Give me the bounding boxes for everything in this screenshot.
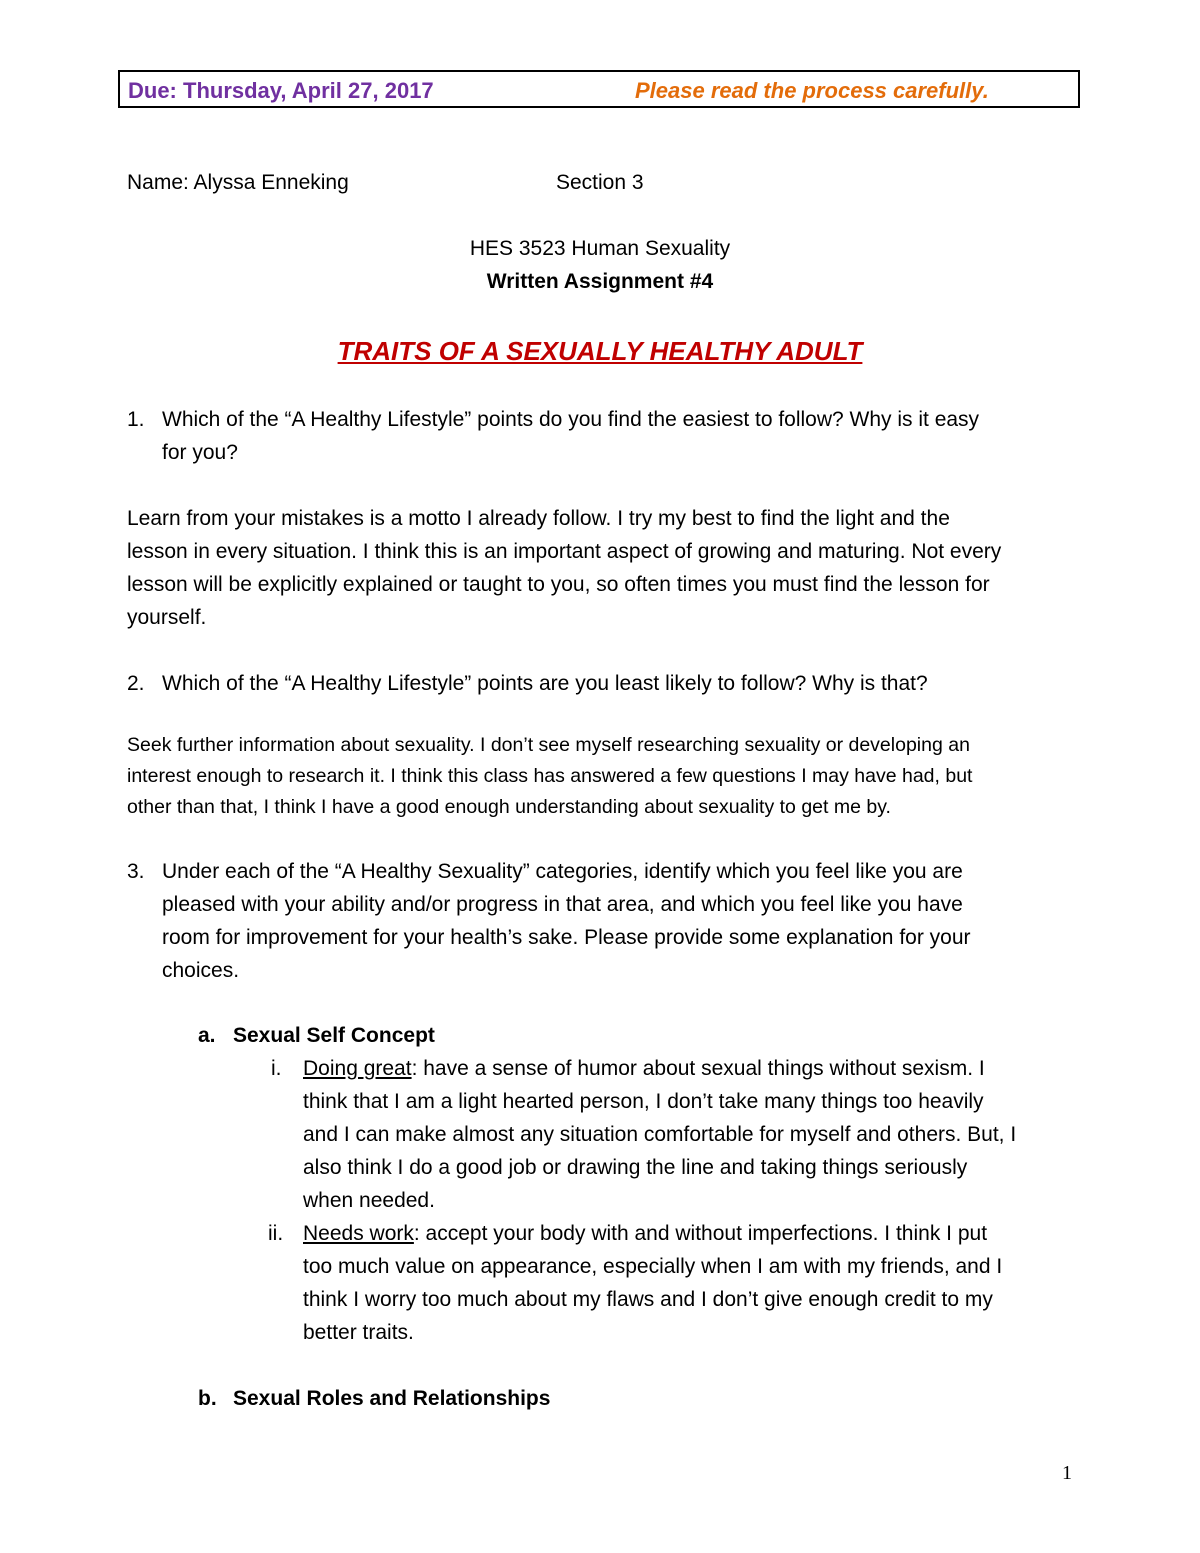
q2-answer-line: Seek further information about sexuality. I don’t see myself researching sexuality or developing an: [127, 734, 970, 756]
item-ii-line: too much value on appearance, especially when I am with my friends, and I: [303, 1255, 1003, 1278]
q2-answer-line: interest enough to research it. I think this class has answered a few questions I may have had, but: [127, 765, 973, 787]
section-b-title: Sexual Roles and Relationships: [233, 1387, 551, 1410]
due-banner: [118, 70, 1080, 108]
q1-line-2: for you?: [162, 441, 238, 464]
item-ii-first-line: [303, 1217, 987, 1250]
q3-line: choices.: [162, 959, 240, 982]
item-ii-first-text: : accept your body with and without imperfections. I think I put: [413, 1222, 988, 1245]
item-i-line: and I can make almost any situation comfortable for myself and others. But, I: [303, 1123, 1017, 1146]
q1-line-1: Which of the “A Healthy Lifestyle” points do you find the easiest to follow? Why is it easy: [162, 408, 980, 431]
q2-line-1: Which of the “A Healthy Lifestyle” points are you least likely to follow? Why is that?: [162, 672, 928, 695]
student-name: Name: Alyssa Enneking: [127, 171, 349, 194]
process-note: Please read the process carefully.: [635, 78, 989, 103]
item-i-line: when needed.: [303, 1189, 435, 1212]
doing-great-label: Doing great: [303, 1057, 412, 1080]
needs-work-label: Needs work: [303, 1222, 414, 1245]
q3-line: Under each of the “A Healthy Sexuality” categories, identify which you feel like you are: [162, 860, 963, 883]
course-title: HES 3523 Human Sexuality: [469, 237, 731, 260]
q3-line: pleased with your ability and/or progress in that area, and which you feel like you have: [162, 893, 963, 916]
item-i-numeral: i.: [271, 1057, 282, 1080]
q3-number: 3.: [127, 860, 145, 883]
item-ii-numeral: ii.: [268, 1222, 284, 1245]
q1-answer-line: Learn from your mistakes is a motto I already follow. I try my best to find the light and the: [127, 507, 950, 530]
q1-answer-line: yourself.: [127, 606, 207, 629]
section-b-letter: b.: [198, 1387, 217, 1410]
page-number: 1: [1062, 1462, 1072, 1484]
item-ii-line: better traits.: [303, 1321, 414, 1344]
section-a-letter: a.: [198, 1024, 216, 1047]
item-i-line: think that I am a light hearted person, I don’t take many things too heavily: [303, 1090, 984, 1113]
student-section: Section 3: [556, 171, 644, 194]
document-title: TRAITS OF A SEXUALLY HEALTHY ADULT: [337, 336, 863, 366]
q3-line: room for improvement for your health’s sake. Please provide some explanation for your: [162, 926, 971, 949]
q1-number: 1.: [127, 408, 145, 431]
q2-number: 2.: [127, 672, 145, 695]
q2-answer-line: other than that, I think I have a good enough understanding about sexuality to get me by.: [127, 796, 891, 818]
item-i-first-text: : have a sense of humor about sexual things without sexism. I: [411, 1057, 985, 1080]
q1-answer-line: lesson in every situation. I think this is an important aspect of growing and maturing. Not every: [127, 540, 1002, 563]
item-ii-line: think I worry too much about my flaws and I don’t give enough credit to my: [303, 1288, 993, 1311]
due-date: Due: Thursday, April 27, 2017: [128, 78, 434, 103]
item-i-line: also think I do a good job or drawing the line and taking things seriously: [303, 1156, 968, 1179]
section-a-title: Sexual Self Concept: [233, 1024, 435, 1047]
item-i-first-line: [303, 1052, 985, 1085]
q1-answer-line: lesson will be explicitly explained or taught to you, so often times you must find the lesson for: [127, 573, 990, 596]
assignment-title: Written Assignment #4: [486, 270, 714, 293]
